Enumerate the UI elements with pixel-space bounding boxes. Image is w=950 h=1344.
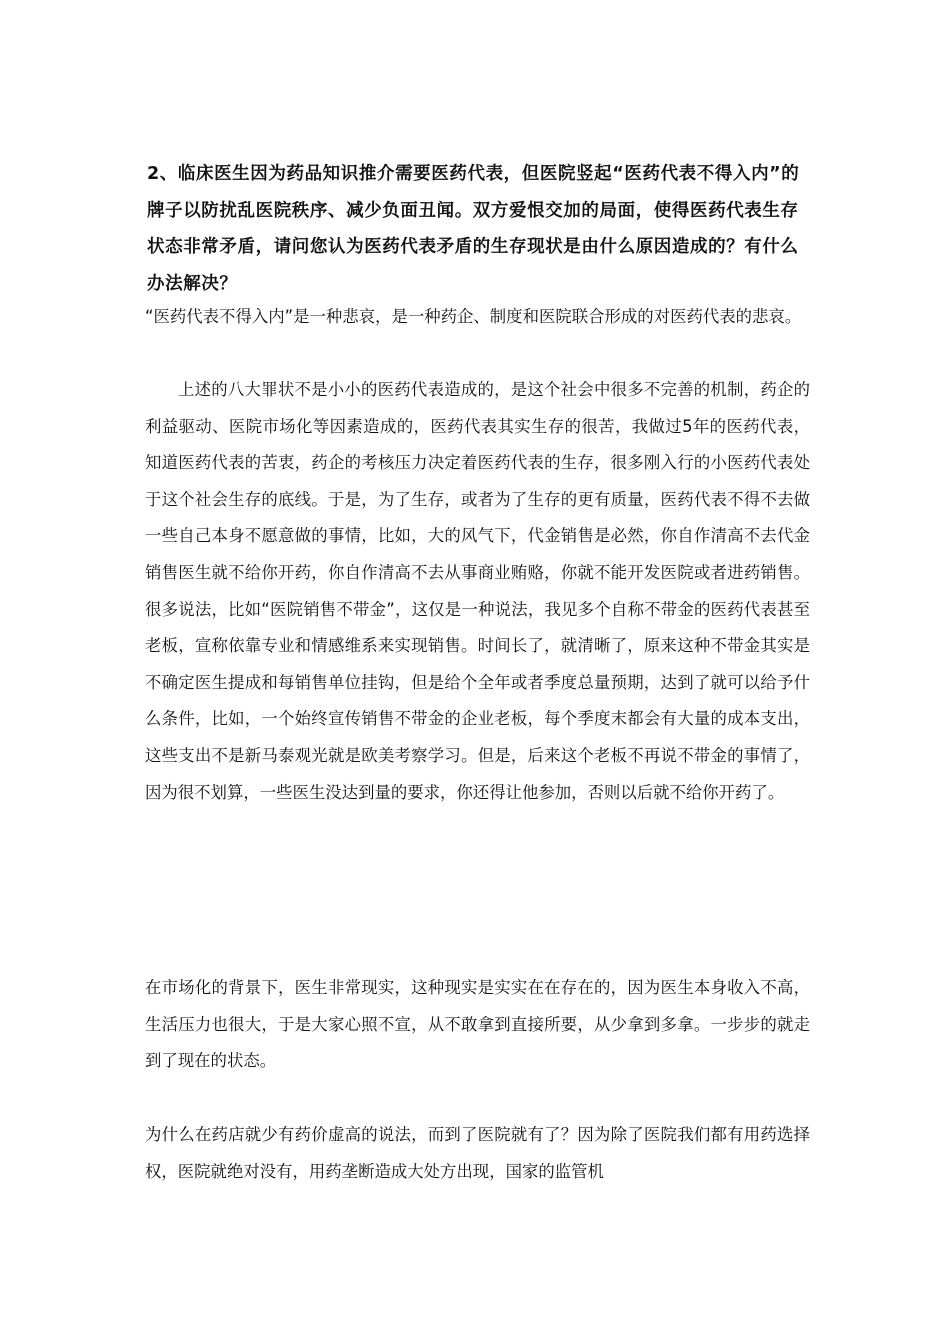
body-paragraph: 上述的八大罪状不是小小的医药代表造成的，是这个社会中很多不完善的机制，药企的利益驱动、医院市场化等因素造成的，医药代表其实生存的很苦，我做过5年的医药代表，知道医药代表的苦衷，药企的考核压力决定着医药代表的生存，很多刚入行的小医药代表处于这个社会生存的底线。于是，为了生存，或者为了生存的更有质量，医药代表不得不去做一些自己本身不愿意做的事情，比如，大的风气下，代金销售是必然，你自作清高不去代金销售医生就不给你开药，你自作清高不去从事商业贿赂，你就不能开发医院或者进药销售。很多说法，比如“医院销售不带金”，这仅是一种说法，我见多个自称不带金的医药代表甚至老板，宣称依靠专业和情感维系来实现销售。时间长了，就清晰了，原来这种不带金其实是不确定医生提成和每销售单位挂钩，但是给个全年或者季度总量预期，达到了就可以给予什么条件，比如，一个始终宣传销售不带金的企业老板，每个季度末都会有大量的成本支出，这些支出不是新马泰观光就是欧美考察学习。但是，后来这个老板不再说不带金的事情了，因为很不划算，一些医生没达到量的要求，你还得让他参加，否则以后就不给你开药了。 bbox=[145, 380, 810, 802]
question-heading: 2、临床医生因为药品知识推介需要医药代表，但医院竖起“医药代表不得入内”的牌子以防扰乱医院秩序、减少负面丑闻。双方爱恨交加的局面，使得医药代表生存状态非常矛盾，请问您认为医药代表矛盾的生存现状是由什么原因造成的？有什么办法解决？ bbox=[147, 164, 800, 294]
pharmacy-paragraph: 为什么在药店就少有药价虚高的说法，而到了医院就有了？因为除了医院我们都有用药选择权，医院就绝对没有，用药垄断造成大处方出现，国家的监管机 bbox=[145, 1125, 810, 1181]
market-paragraph: 在市场化的背景下，医生非常现实，这种现实是实实在在存在的，因为医生本身收入不高，生活压力也很大，于是大家心照不宣，从不敢拿到直接所要，从少拿到多拿。一步步的就走到了现在的状态。 bbox=[145, 978, 810, 1071]
intro-paragraph: “医药代表不得入内”是一种悲哀，是一种药企、制度和医院联合形成的对医药代表的悲哀。 bbox=[145, 307, 802, 326]
